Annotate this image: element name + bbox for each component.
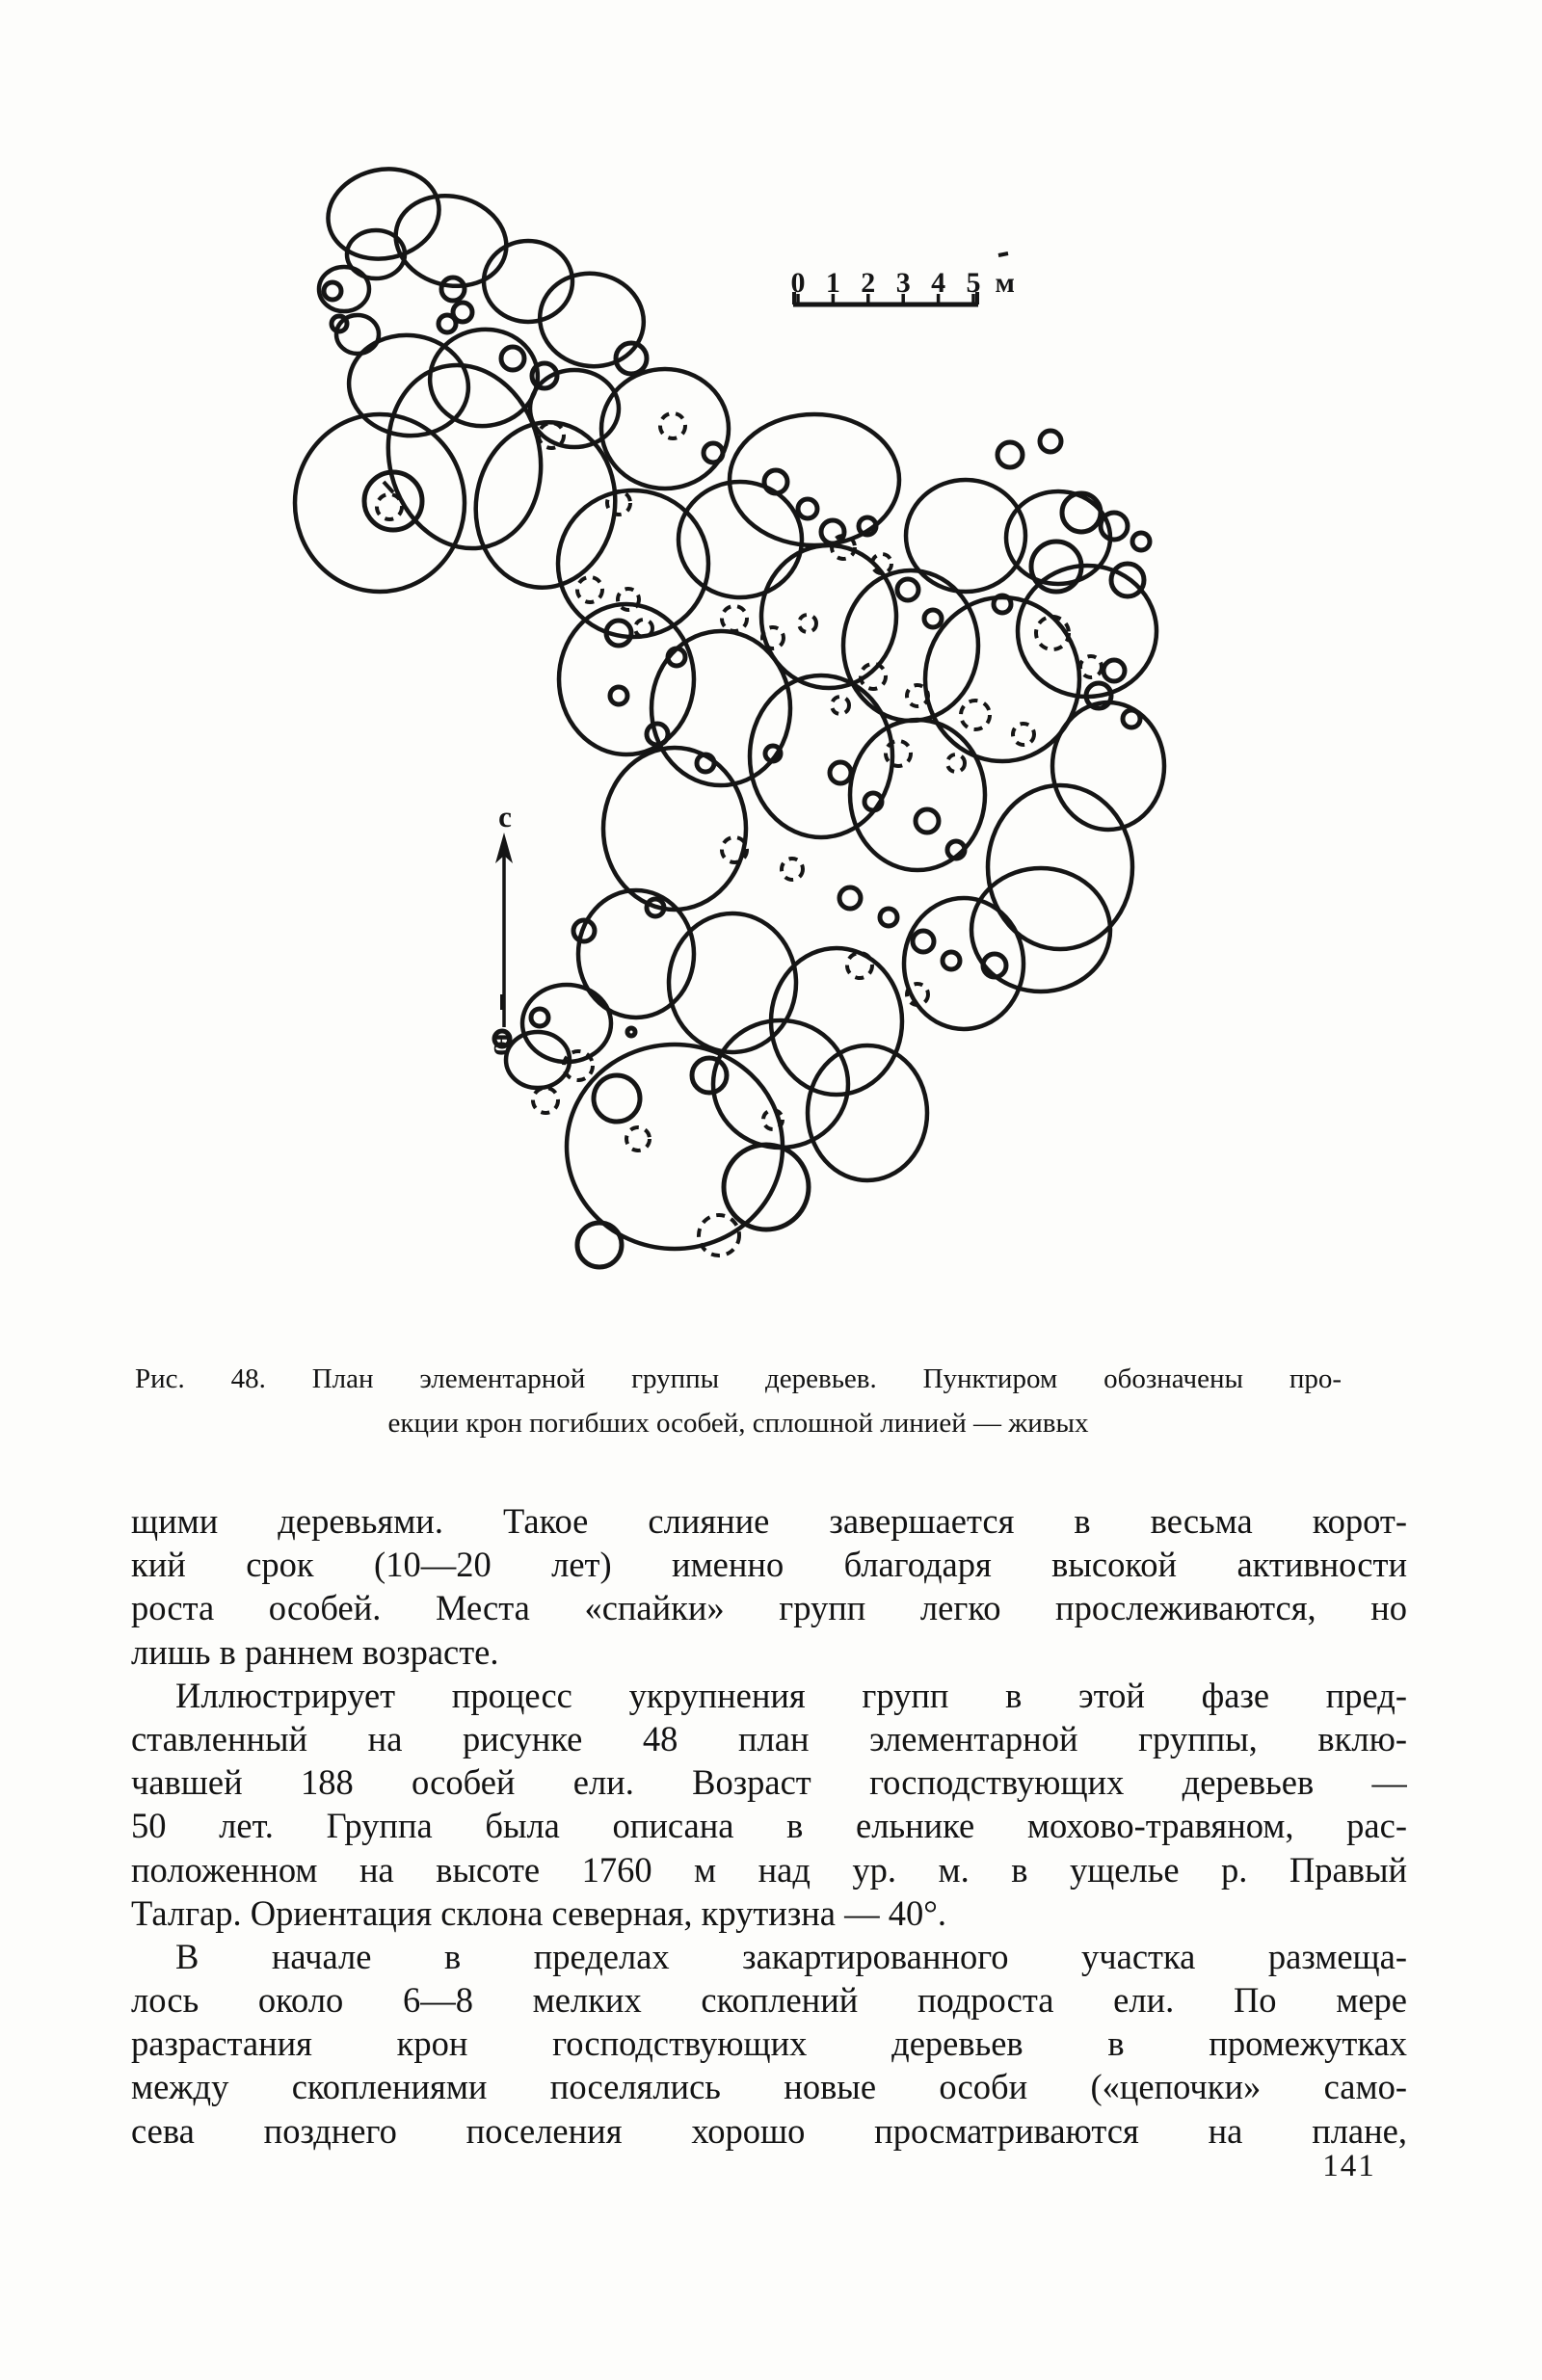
living-crown-outline (559, 604, 694, 754)
living-tree-circle (997, 442, 1023, 467)
body-text (131, 1499, 1407, 2153)
scale-bar-label: 1 (825, 267, 840, 299)
dead-tree-dashed-circle (886, 741, 911, 766)
dead-tree-dashed-circle (1013, 724, 1034, 745)
text-line: кий срок (10—20 лет) именно благодаря высокой активности (131, 1545, 1407, 1585)
text-line: сева позднего поселения хорошо просматриваются на плане, (131, 2110, 1407, 2151)
text-line: Талгар. Ориентация склона северная, крутизна — 40°. (131, 1892, 946, 1933)
living-tree-circle (821, 520, 844, 543)
dead-tree-dashed-circle (722, 606, 747, 631)
text-line: Иллюстрирует процесс укрупнения групп в этой фазе пред- (175, 1675, 1407, 1715)
living-tree-circle (1062, 493, 1101, 532)
living-crown-outline (750, 675, 892, 837)
dead-tree-dashed-circle (847, 953, 872, 978)
living-tree-circle (830, 762, 851, 783)
page-number: 141 (1322, 2149, 1376, 2183)
living-tree-circle (924, 610, 942, 627)
text-line: положенном на высоте 1760 м над ур. м. в ущелье р. Правый (131, 1849, 1407, 1890)
living-tree-circle (692, 1058, 727, 1093)
north-label: с (498, 800, 512, 833)
living-tree-circle (594, 1075, 640, 1122)
living-tree-circle (577, 1223, 622, 1267)
text-line: щими деревьями. Такое слияние завершается в весьма корот- (131, 1501, 1407, 1541)
living-crown-outline (386, 184, 517, 297)
stray-mark (998, 253, 1008, 255)
text-line: лишь в раннем возрасте. (131, 1631, 499, 1672)
dead-tree-dashed-circle (947, 754, 965, 772)
living-tree-circle (531, 1009, 548, 1026)
figure-caption (135, 1357, 1342, 1445)
dead-tree-dashed-circle (626, 1127, 650, 1150)
dead-tree-dashed-circle (699, 1215, 739, 1256)
living-tree-circle (324, 282, 341, 300)
living-crown-outline (808, 1045, 927, 1180)
dead-tree-dashed-circle (618, 589, 639, 610)
dead-tree-dashed-circle (782, 859, 803, 880)
text-line: роста особей. Места «спайки» групп легко прослеживаются, но (131, 1588, 1407, 1628)
living-crown-outline (295, 414, 465, 592)
living-tree-circle (943, 952, 960, 969)
living-tree-circle (1101, 513, 1128, 540)
figure-caption-line2: екции крон погибших особей, сплошной линией — живых (387, 1408, 1089, 1439)
scale-bar-label: 2 (861, 267, 876, 299)
living-tree-circle (897, 579, 918, 600)
scale-bar-unit: м (995, 267, 1015, 299)
dead-tree-dashed-circle (799, 615, 816, 632)
dead-tree-dashed-circle (1080, 656, 1102, 677)
living-crown-outline (603, 748, 746, 910)
living-tree-circle (1123, 710, 1140, 727)
living-crown-outline (532, 265, 651, 374)
scale-bar-label: 5 (966, 267, 981, 299)
living-tree-circle (839, 887, 861, 909)
scale-bar-label: 4 (931, 267, 946, 299)
text-line: чавшей 188 особей ели. Возраст господствующих деревьев — (131, 1762, 1407, 1803)
text-line: ставленный на рисунке 48 план элементарной группы, вклю- (131, 1718, 1407, 1759)
living-tree-circle (610, 687, 627, 704)
living-tree-circle (1132, 533, 1150, 550)
figure-caption-line1: Рис. 48. План элементарной группы деревьев. Пунктиром обозначены про- (135, 1363, 1342, 1394)
living-tree-circle (704, 443, 723, 463)
living-crown-outline (1052, 702, 1164, 830)
text-line: 50 лет. Группа была описана в ельнике мохово-травяном, рас- (131, 1806, 1407, 1846)
living-crown-outline (320, 159, 448, 269)
scale-bar-label: 0 (790, 267, 806, 299)
dead-tree-dashed-circle (577, 577, 602, 602)
living-tree-circle (765, 746, 781, 761)
dead-tree-dashed-circle (961, 701, 990, 729)
living-crown-outline (843, 570, 978, 721)
living-tree-circle (916, 809, 939, 833)
living-tree-circle (501, 347, 524, 370)
living-tree-circle (880, 909, 897, 926)
living-tree-circle (1040, 431, 1061, 452)
living-tree-circle (724, 1145, 809, 1230)
living-tree-circle (798, 499, 817, 518)
living-crown-outline (336, 315, 379, 354)
dead-tree-dashed-circle (832, 697, 849, 714)
text-line: В начале в пределах закартированного участка размеща- (175, 1936, 1407, 1976)
living-crown-outline (971, 868, 1110, 992)
scale-bar-label: 3 (895, 267, 911, 299)
living-tree-circle (913, 931, 934, 952)
living-crown-outline (424, 323, 545, 434)
living-tree-circle (627, 1028, 635, 1036)
living-tree-circle (439, 315, 456, 332)
dead-tree-dashed-circle (377, 494, 402, 519)
dead-tree-dashed-circle (533, 1088, 558, 1113)
living-crown-outline (601, 369, 729, 489)
dead-tree-dashed-circle (660, 413, 685, 438)
text-line: между скоплениями поселялись новые особи («цепочки» само- (131, 2067, 1407, 2107)
living-tree-circle (441, 278, 465, 301)
living-tree-circle (1103, 660, 1125, 681)
text-line: лось около 6—8 мелких скоплений подроста ели. По мере (131, 1980, 1407, 2021)
text-line: разрастания крон господствующих деревьев в промежутках (131, 2023, 1407, 2064)
south-label: ю (488, 1033, 521, 1056)
